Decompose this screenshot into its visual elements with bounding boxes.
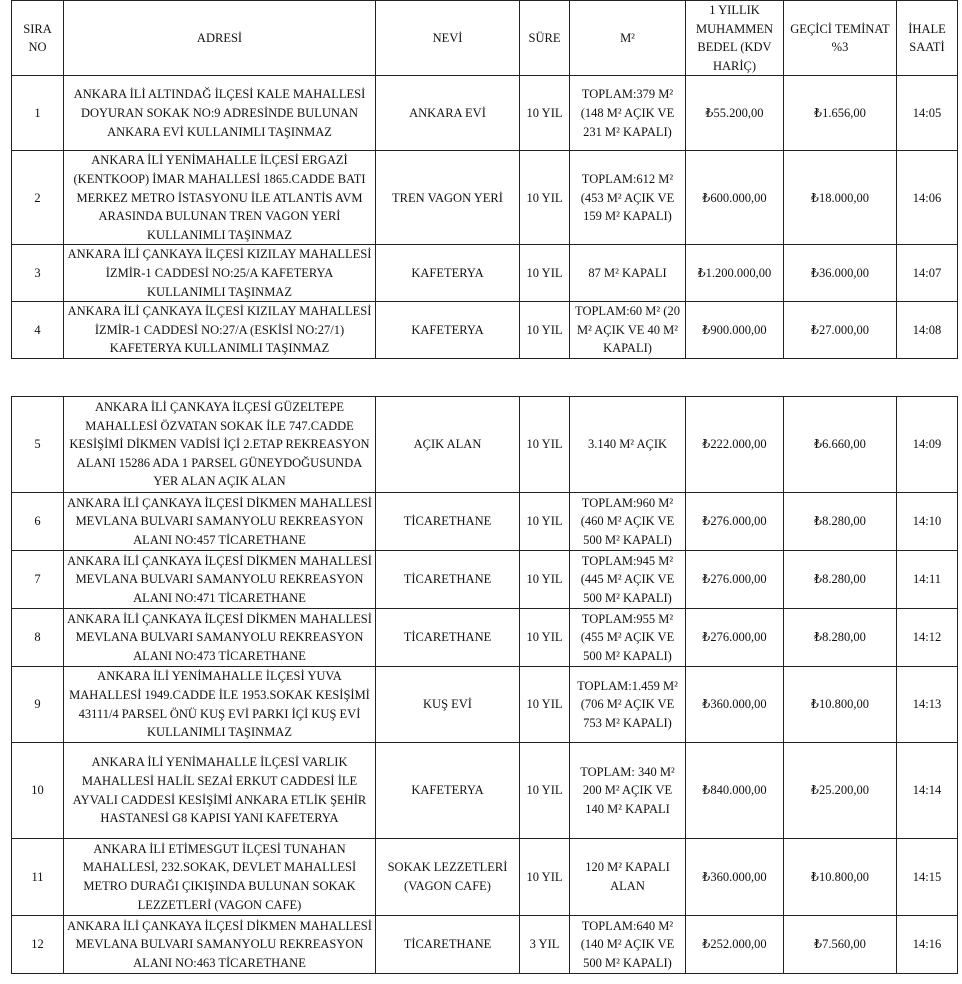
cell-address: ANKARA İLİ ÇANKAYA İLÇESİ KIZILAY MAHALLESİ İZMİR-1 CADDESİ NO:27/A (ESKİSİ NO:27/1) KAFETERYA KULLANIMLI TAŞINMAZ [64,302,376,359]
cell-type: KAFETERYA [376,302,520,359]
cell-area: TOPLAM: 340 M² 200 M² AÇIK VE 140 M² KAPALI [570,743,686,839]
table-row [12,493,958,551]
cell-area: 120 M² KAPALI ALAN [570,839,686,916]
cell-address: ANKARA İLİ ÇANKAYA İLÇESİ DİKMEN MAHALLESİ MEVLANA BULVARI SAMANYOLU REKREASYON ALANI NO:457 TİCARETHANE [64,493,376,551]
cell-price: ₺360.000,00 [686,839,784,916]
header-time: İHALE SAATİ [897,1,958,76]
cell-price: ₺840.000,00 [686,743,784,839]
cell-deposit: ₺1.656,00 [784,76,897,151]
cell-area: TOPLAM:612 M² (453 M² AÇIK VE 159 M² KAPALI) [570,151,686,245]
cell-price: ₺900.000,00 [686,302,784,359]
cell-deposit: ₺10.800,00 [784,839,897,916]
cell-no: 2 [12,151,64,245]
cell-duration: 10 YIL [520,493,570,551]
cell-no: 6 [12,493,64,551]
cell-type: ANKARA EVİ [376,76,520,151]
cell-duration: 10 YIL [520,302,570,359]
header-duration: SÜRE [520,1,570,76]
table-row [12,245,958,302]
cell-price: ₺1.200.000,00 [686,245,784,302]
cell-duration: 10 YIL [520,245,570,302]
cell-address: ANKARA İLİ ALTINDAĞ İLÇESİ KALE MAHALLESİ DOYURAN SOKAK NO:9 ADRESİNDE BULUNAN ANKARA EVİ KULLANIMLI TAŞINMAZ [64,76,376,151]
table-row [12,551,958,609]
cell-price: ₺276.000,00 [686,493,784,551]
cell-time: 14:15 [897,839,958,916]
cell-no: 9 [12,667,64,743]
cell-deposit: ₺36.000,00 [784,245,897,302]
cell-time: 14:13 [897,667,958,743]
cell-price: ₺600.000,00 [686,151,784,245]
cell-area: TOPLAM:960 M² (460 M² AÇIK VE 500 M² KAPALI) [570,493,686,551]
cell-no: 1 [12,76,64,151]
cell-no: 3 [12,245,64,302]
cell-no: 7 [12,551,64,609]
cell-duration: 10 YIL [520,667,570,743]
cell-time: 14:16 [897,916,958,974]
cell-address: ANKARA İLİ YENİMAHALLE İLÇESİ VARLIK MAHALLESİ HALİL SEZAİ ERKUT CADDESİ İLE AYVALI CADDESİ KESİŞİMİ ANKARA ETLİK ŞEHİR HASTANESİ G8 KAPISI YANI KAFETERYA [64,743,376,839]
cell-area: TOPLAM:640 M² (140 M² AÇIK VE 500 M² KAPALI) [570,916,686,974]
table-row [12,667,958,743]
cell-time: 14:12 [897,609,958,667]
cell-duration: 10 YIL [520,151,570,245]
cell-time: 14:06 [897,151,958,245]
cell-no: 11 [12,839,64,916]
cell-address: ANKARA İLİ YENİMAHALLE İLÇESİ YUVA MAHALLESİ 1949.CADDE İLE 1953.SOKAK KESİŞİMİ 43111/4 PARSEL ÖNÜ KUŞ EVİ PARKI İÇİ KUŞ EVİ KULLANIMLI TAŞINMAZ [64,667,376,743]
cell-no: 4 [12,302,64,359]
cell-time: 14:10 [897,493,958,551]
cell-no: 12 [12,916,64,974]
cell-address: ANKARA İLİ ÇANKAYA İLÇESİ DİKMEN MAHALLESİ MEVLANA BULVARI SAMANYOLU REKREASYON ALANI NO:473 TİCARETHANE [64,609,376,667]
cell-deposit: ₺25.200,00 [784,743,897,839]
table-row [12,839,958,916]
header-type: NEVİ [376,1,520,76]
cell-time: 14:09 [897,397,958,493]
header-deposit: GEÇİCİ TEMİNAT %3 [784,1,897,76]
header-area: M² [570,1,686,76]
cell-no: 5 [12,397,64,493]
cell-deposit: ₺27.000,00 [784,302,897,359]
table-row [12,76,958,151]
cell-time: 14:05 [897,76,958,151]
cell-area: TOPLAM:945 M² (445 M² AÇIK VE 500 M² KAPALI) [570,551,686,609]
cell-type: KUŞ EVİ [376,667,520,743]
cell-duration: 10 YIL [520,76,570,151]
table-row [12,609,958,667]
cell-type: TİCARETHANE [376,916,520,974]
cell-price: ₺222.000,00 [686,397,784,493]
cell-no: 8 [12,609,64,667]
cell-duration: 3 YIL [520,916,570,974]
cell-address: ANKARA İLİ ÇANKAYA İLÇESİ GÜZELTEPE MAHALLESİ ÖZVATAN SOKAK İLE 747.CADDE KESİŞİMİ DİKMEN VADİSİ İÇİ 2.ETAP REKREASYON ALANI 15286 ADA 1 PARSEL GÜNEYDOĞUSUNDA YER ALAN AÇIK ALAN [64,397,376,493]
cell-duration: 10 YIL [520,609,570,667]
header-row [12,1,958,76]
cell-time: 14:07 [897,245,958,302]
cell-deposit: ₺8.280,00 [784,493,897,551]
cell-address: ANKARA İLİ YENİMAHALLE İLÇESİ ERGAZİ (KENTKOOP) İMAR MAHALLESİ 1865.CADDE BATI MERKEZ METRO İSTASYONU İLE ATLANTİS AVM ARASINDA BULUNAN TREN VAGON YERİ KULLANIMLI TAŞINMAZ [64,151,376,245]
cell-deposit: ₺7.560,00 [784,916,897,974]
cell-price: ₺276.000,00 [686,609,784,667]
cell-price: ₺55.200,00 [686,76,784,151]
cell-time: 14:14 [897,743,958,839]
cell-deposit: ₺18.000,00 [784,151,897,245]
cell-no: 10 [12,743,64,839]
cell-duration: 10 YIL [520,839,570,916]
tender-table-1 [11,0,958,359]
cell-price: ₺252.000,00 [686,916,784,974]
cell-type: KAFETERYA [376,743,520,839]
cell-address: ANKARA İLİ ETİMESGUT İLÇESİ TUNAHAN MAHALLESİ, 232.SOKAK, DEVLET MAHALLESİ METRO DURAĞI ÇIKIŞINDA BULUNAN SOKAK LEZZETLERİ (VAGON CAFE) [64,839,376,916]
cell-duration: 10 YIL [520,551,570,609]
header-address: ADRESİ [64,1,376,76]
cell-type: TREN VAGON YERİ [376,151,520,245]
cell-price: ₺276.000,00 [686,551,784,609]
cell-type: TİCARETHANE [376,609,520,667]
cell-deposit: ₺10.800,00 [784,667,897,743]
cell-time: 14:11 [897,551,958,609]
cell-type: AÇIK ALAN [376,397,520,493]
cell-deposit: ₺8.280,00 [784,609,897,667]
cell-area: 87 M² KAPALI [570,245,686,302]
table-row [12,302,958,359]
cell-duration: 10 YIL [520,397,570,493]
cell-type: SOKAK LEZZETLERİ (VAGON CAFE) [376,839,520,916]
cell-type: TİCARETHANE [376,551,520,609]
cell-deposit: ₺6.660,00 [784,397,897,493]
cell-price: ₺360.000,00 [686,667,784,743]
table-row [12,151,958,245]
cell-address: ANKARA İLİ ÇANKAYA İLÇESİ DİKMEN MAHALLESİ MEVLANA BULVARI SAMANYOLU REKREASYON ALANI NO:471 TİCARETHANE [64,551,376,609]
cell-address: ANKARA İLİ ÇANKAYA İLÇESİ KIZILAY MAHALLESİ İZMİR-1 CADDESİ NO:25/A KAFETERYA KULLANIMLI TAŞINMAZ [64,245,376,302]
cell-area: TOPLAM:60 M² (20 M² AÇIK VE 40 M² KAPALI) [570,302,686,359]
tender-table-2 [11,396,958,974]
cell-time: 14:08 [897,302,958,359]
cell-type: TİCARETHANE [376,493,520,551]
table-row [12,916,958,974]
cell-duration: 10 YIL [520,743,570,839]
table-row [12,397,958,493]
cell-area: 3.140 M² AÇIK [570,397,686,493]
header-price: 1 YILLIK MUHAMMEN BEDEL (KDV HARİÇ) [686,1,784,76]
cell-deposit: ₺8.280,00 [784,551,897,609]
header-no: SIRA NO [12,1,64,76]
cell-area: TOPLAM:955 M² (455 M² AÇIK VE 500 M² KAPALI) [570,609,686,667]
cell-area: TOPLAM:1.459 M² (706 M² AÇIK VE 753 M² KAPALI) [570,667,686,743]
cell-area: TOPLAM:379 M² (148 M² AÇIK VE 231 M² KAPALI) [570,76,686,151]
cell-type: KAFETERYA [376,245,520,302]
table-row [12,743,958,839]
cell-address: ANKARA İLİ ÇANKAYA İLÇESİ DİKMEN MAHALLESİ MEVLANA BULVARI SAMANYOLU REKREASYON ALANI NO:463 TİCARETHANE [64,916,376,974]
